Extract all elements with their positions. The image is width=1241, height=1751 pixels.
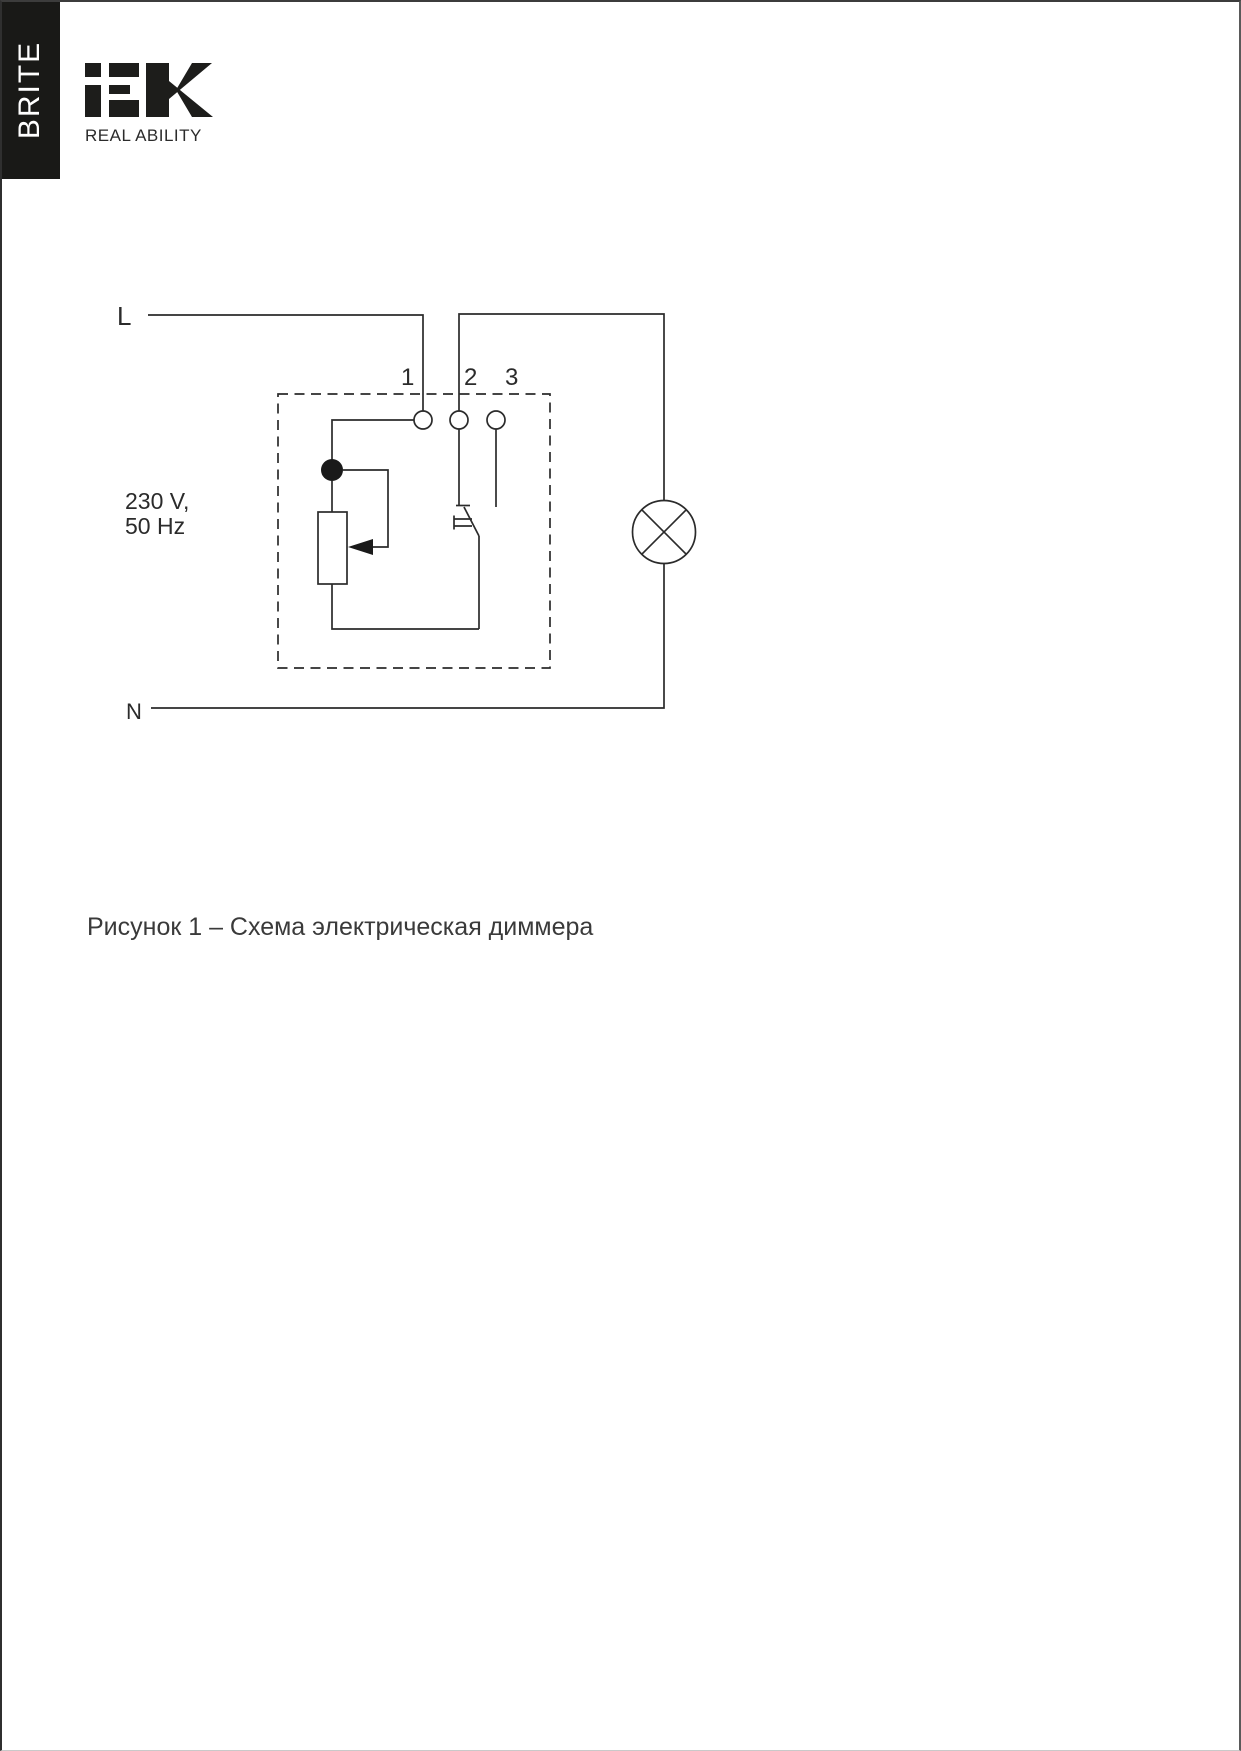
terminal-label-2: 2 [464,364,478,391]
logo-tagline: REAL ABILITY [85,126,202,145]
terminal-2 [450,411,468,429]
supply-frequency-label: 50 Hz [125,513,186,539]
figure-caption: Рисунок 1 – Схема электрическая диммера [87,913,594,941]
neutral-wire [151,564,664,709]
lamp-feed-wire [459,314,664,501]
terminal-label-3: 3 [505,364,519,391]
dimmer-circuit-diagram [2,2,802,782]
supply-voltage-label: 230 V, [125,488,190,514]
lamp-icon [633,501,696,564]
potentiometer-wiper [343,470,388,547]
series-name: BRITE [13,40,46,139]
internal-bottom-wire [332,584,479,629]
switch-symbol [454,506,479,630]
phase-label: L [117,301,132,331]
terminal1-internal-wire [332,420,414,460]
terminal-1 [414,411,432,429]
switch-arm [464,507,479,536]
junction-dot [321,459,343,481]
terminal-3 [487,411,505,429]
phase-wire [148,315,423,411]
wiper-arrowhead [348,539,373,555]
neutral-label: N [126,699,142,724]
terminal-label-1: 1 [401,364,415,391]
potentiometer-body [318,512,347,584]
